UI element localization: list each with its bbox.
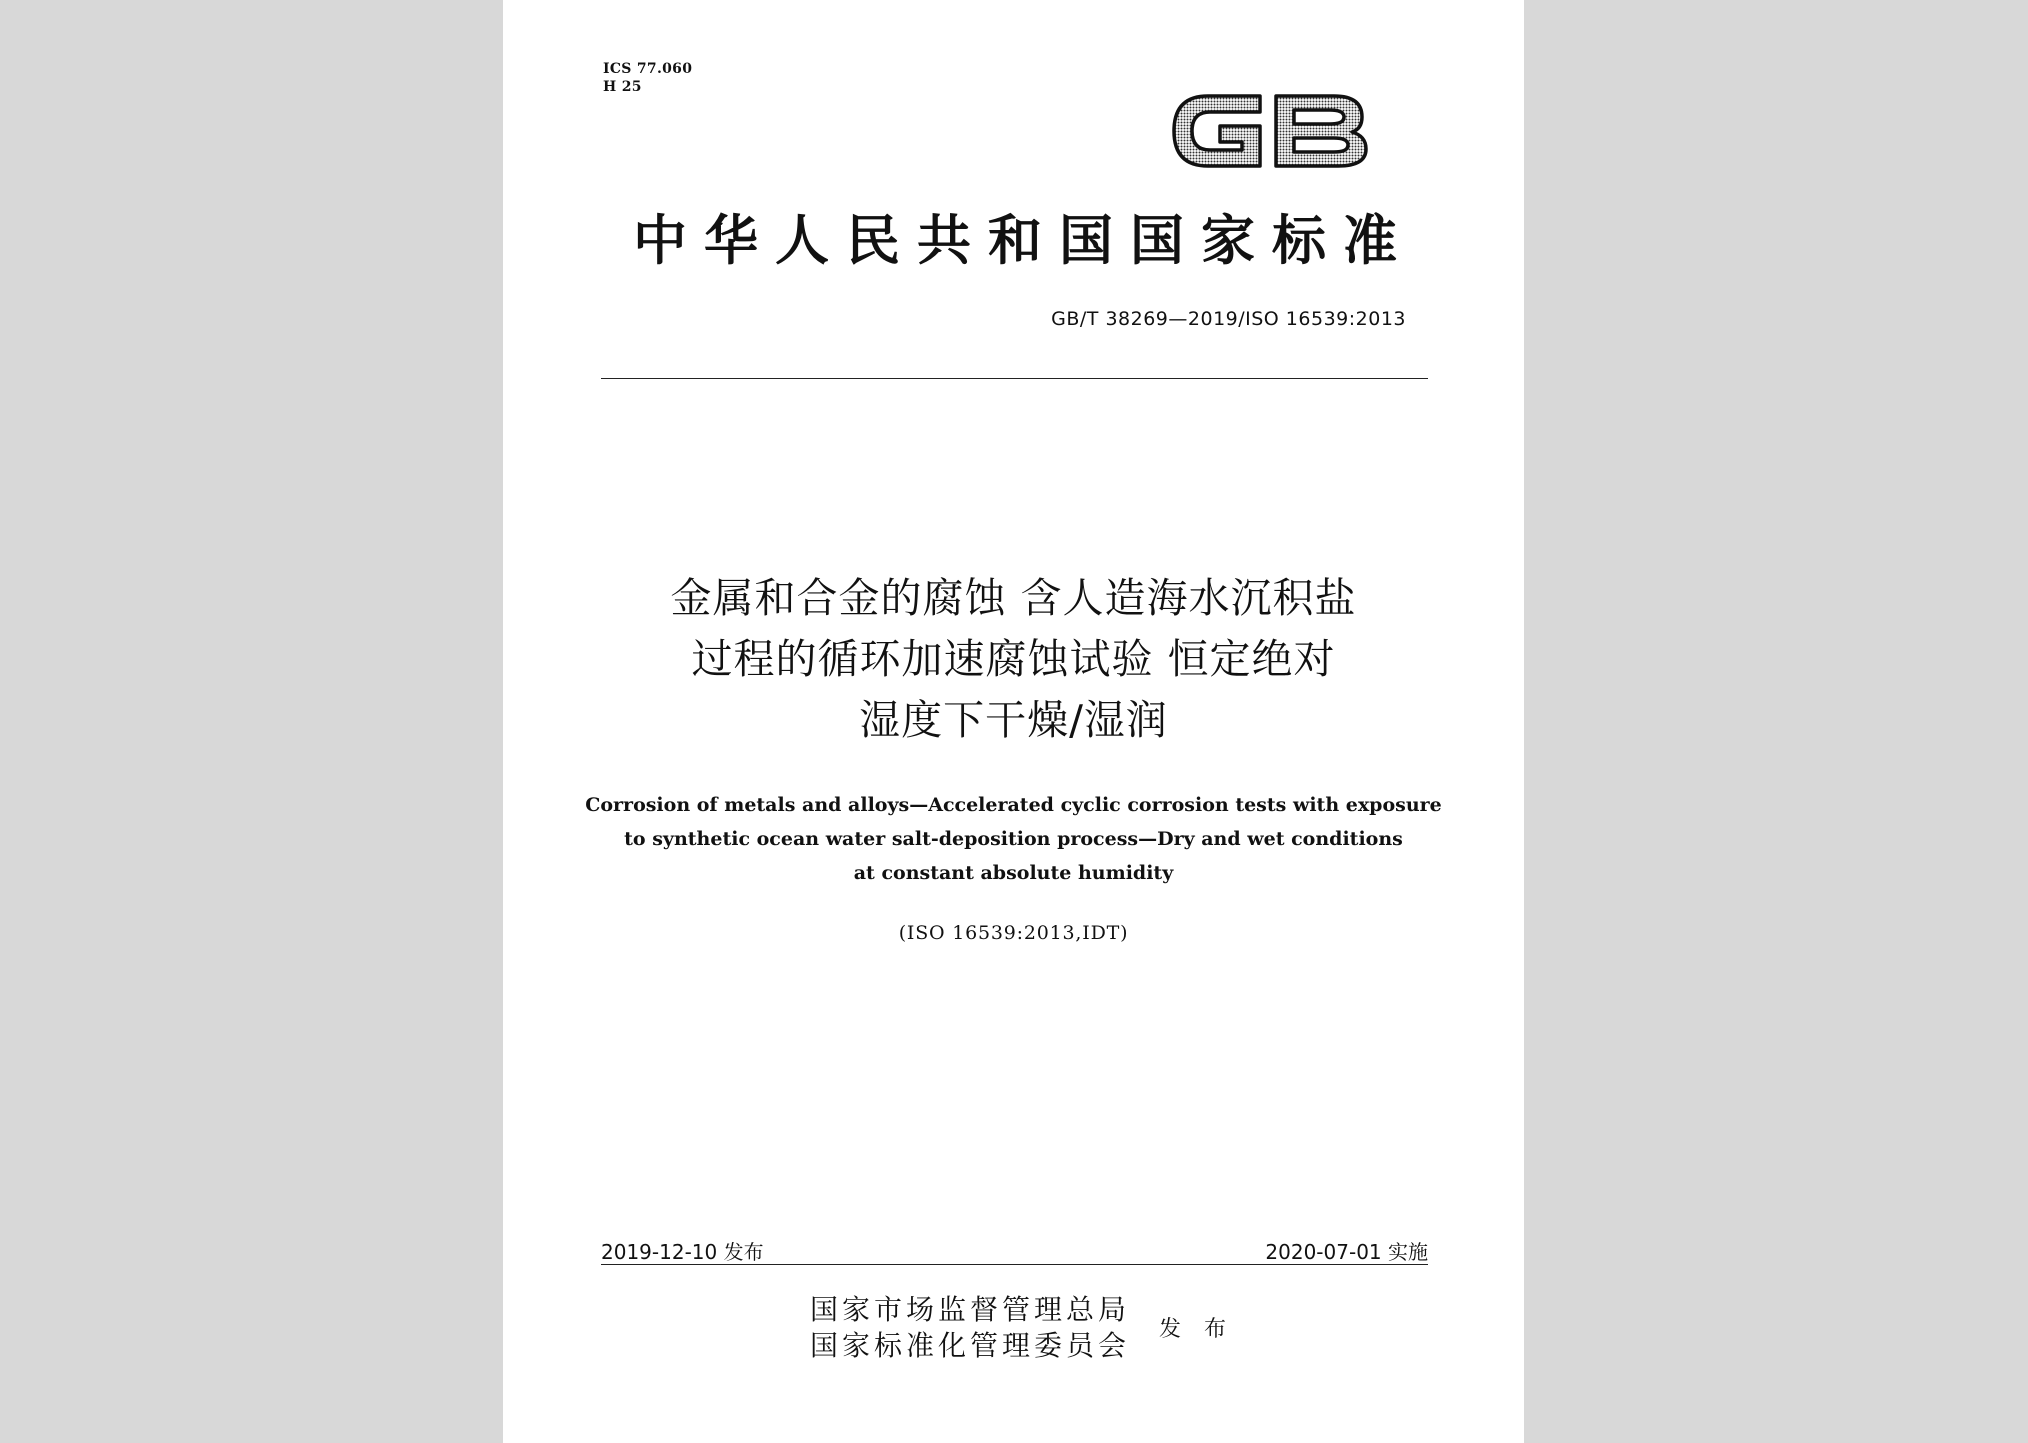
top-divider [601,378,1428,379]
national-standard-heading: 中华人民共和国国家标准 [633,208,1414,272]
issue-date: 2019-12-10 发布 [601,1240,764,1264]
implementation-date: 2020-07-01 实施 [1265,1240,1428,1264]
gb-logo-icon [1168,82,1373,180]
standard-number: GB/T 38269—2019/ISO 16539:2013 [1051,308,1406,330]
chinese-title-line: 金属和合金的腐蚀 含人造海水沉积盐 [670,574,1357,622]
issuer-name: 国家标准化管理委员会 [810,1329,1131,1362]
ccs-code: H 25 [603,79,642,95]
issuing-authorities [810,1292,1130,1364]
publish-label: 发 布 [1159,1317,1234,1342]
iso-reference: (ISO 16539:2013,IDT) [898,922,1129,944]
chinese-title [503,568,1524,751]
document-cover-page [503,0,1524,1443]
bottom-divider [601,1264,1428,1265]
issuer-name: 国家市场监督管理总局 [810,1293,1131,1326]
chinese-title-line: 湿度下干燥/湿润 [859,696,1168,744]
chinese-title-line: 过程的循环加速腐蚀试验 恒定绝对 [691,635,1336,683]
english-title [503,788,1524,890]
english-title-line: Corrosion of metals and alloys—Accelerated cyclic corrosion tests with exposure [585,794,1442,816]
ics-code: ICS 77.060 [603,61,693,77]
english-title-line: to synthetic ocean water salt-deposition process—Dry and wet conditions [624,828,1403,850]
english-title-line: at constant absolute humidity [853,862,1174,884]
classification-codes [603,60,692,96]
